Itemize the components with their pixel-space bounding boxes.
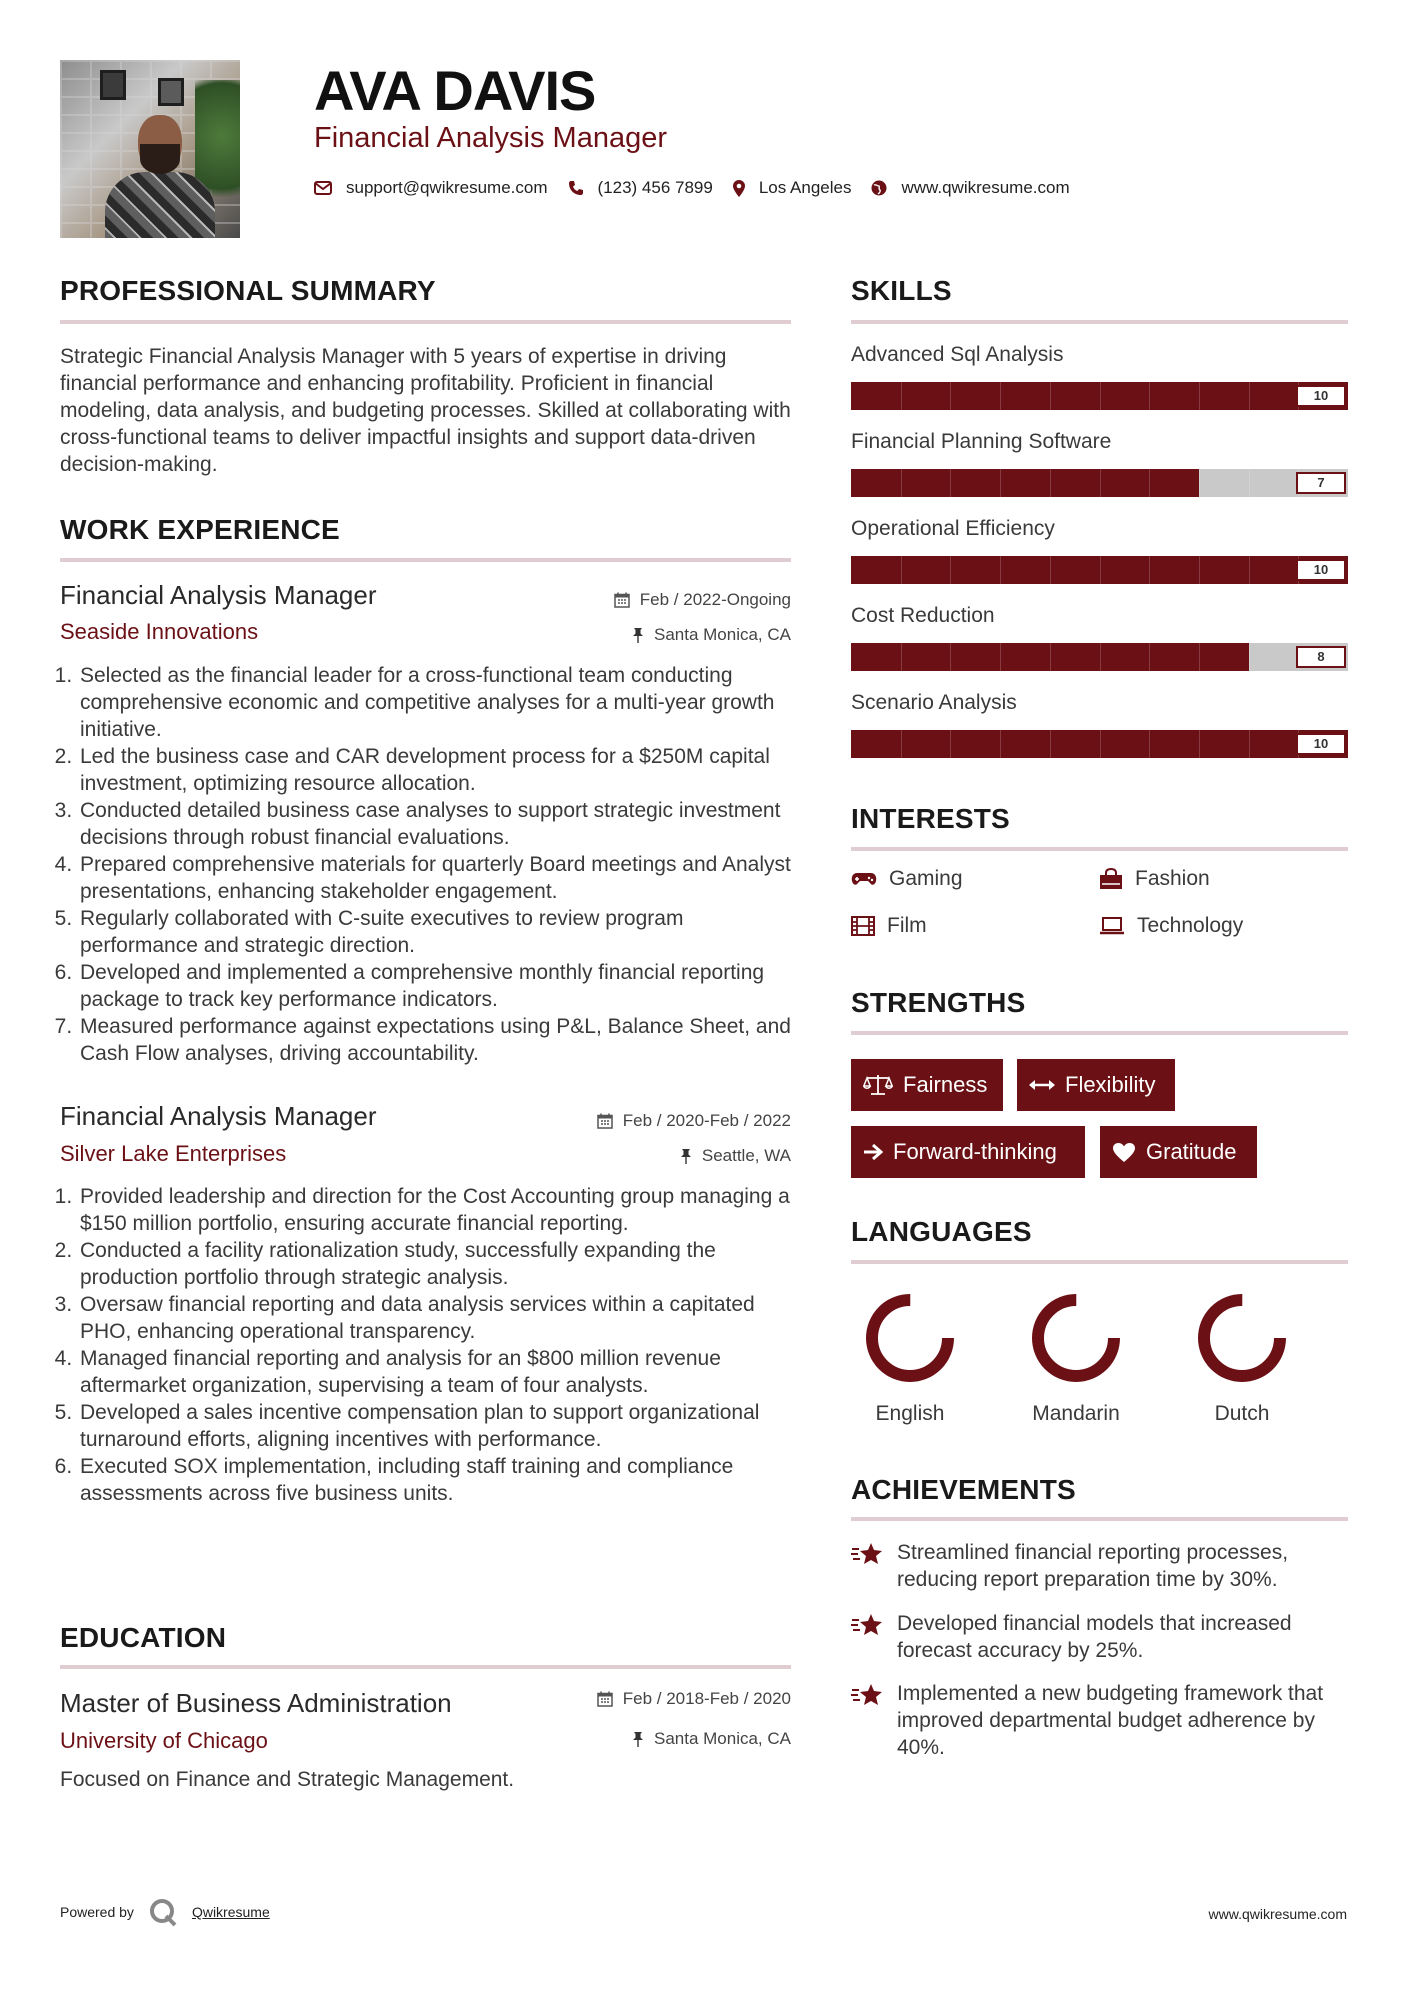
languages-rule: [851, 1260, 1348, 1264]
strengths-rule: [851, 1031, 1348, 1035]
skill-bar-divider: [950, 730, 951, 758]
interest-item: [1099, 914, 1243, 938]
pushpin-icon: [632, 1731, 644, 1747]
skill-bar-divider: [1149, 469, 1150, 497]
phone-text: (123) 456 7899: [597, 178, 713, 197]
skill-score: 10: [1296, 733, 1346, 755]
pushpin-icon: [632, 627, 644, 643]
strength-badge: [851, 1126, 1085, 1178]
strength-label: Flexibility: [1065, 1072, 1156, 1097]
interests-rule: [851, 847, 1348, 851]
skill-bar-divider: [1149, 643, 1150, 671]
achievement-text: Streamlined financial reporting processes, reducing report preparation time by 30%.: [897, 1541, 1289, 1591]
skill-bar: [851, 643, 1348, 671]
skill-bar-divider: [901, 382, 902, 410]
education-description: Focused on Finance and Strategic Management.: [60, 1768, 515, 1791]
language-item: [850, 1288, 970, 1426]
skill-bar-divider: [1249, 469, 1250, 497]
interest-item: [1099, 867, 1210, 891]
summary-heading: PROFESSIONAL SUMMARY: [60, 275, 436, 306]
star-streak-icon: [851, 1541, 885, 1567]
job-date: [597, 1111, 791, 1131]
gamepad-icon: [851, 871, 877, 887]
skill-bar-divider: [1100, 556, 1101, 584]
achievement-item: [851, 1539, 1348, 1593]
contact-email[interactable]: [314, 178, 548, 198]
skill-bar-divider: [1000, 730, 1001, 758]
interest-label: Fashion: [1135, 867, 1210, 890]
skill-bar-divider: [901, 556, 902, 584]
skill-score: 7: [1296, 472, 1346, 494]
skill-name: Operational Efficiency: [851, 517, 1055, 540]
calendar-icon: [614, 592, 630, 608]
list-item: 5. Regularly collaborated with C-suite executives to review program performance and strategic direction.: [78, 905, 794, 959]
profile-photo: [60, 60, 240, 238]
arrows-horizontal-icon: [1029, 1078, 1055, 1092]
achievement-text: Developed financial models that increased forecast accuracy by 25%.: [897, 1612, 1292, 1662]
film-icon: [851, 916, 875, 936]
language-item: [1182, 1288, 1302, 1426]
qwikresume-logo-icon: [148, 1897, 178, 1927]
experience-rule: [60, 558, 791, 562]
education-location-text: Santa Monica, CA: [653, 1729, 791, 1748]
skill-bar-divider: [1000, 382, 1001, 410]
company-name: Silver Lake Enterprises: [60, 1141, 287, 1166]
list-item: 3. Conducted detailed business case analyses to support strategic investment decisions through robust financial evaluations.: [78, 797, 794, 851]
list-item: 6. Developed and implemented a comprehensive monthly financial reporting package to track key performance indicators.: [78, 959, 794, 1013]
strength-label: Fairness: [903, 1072, 988, 1097]
interests-heading: INTERESTS: [851, 803, 1010, 834]
skill-bar-divider: [1050, 643, 1051, 671]
list-item: 2. Conducted a facility rationalization study, successfully expanding the production portfolio through strategic analysis.: [78, 1237, 794, 1291]
footer-site[interactable]: www.qwikresume.com: [1208, 1906, 1347, 1922]
laptop-icon: [1099, 917, 1125, 935]
skill-bar: [851, 556, 1348, 584]
list-item: 1. Provided leadership and direction for the Cost Accounting group managing a $150 million portfolio, ensuring accurate financial reporting.: [78, 1183, 794, 1237]
calendar-icon: [597, 1113, 613, 1129]
job-location-text: Seattle, WA: [701, 1146, 791, 1165]
interest-label: Film: [887, 914, 927, 937]
language-level-arc: [1038, 1300, 1114, 1376]
star-streak-icon: [851, 1682, 885, 1708]
job-location: [632, 625, 791, 645]
contact-location: [733, 178, 852, 198]
skill-name: Financial Planning Software: [851, 430, 1112, 453]
experience-heading: WORK EXPERIENCE: [60, 514, 340, 545]
job-date-text: Feb / 2022-Ongoing: [639, 590, 791, 609]
achievements-rule: [851, 1517, 1348, 1521]
skill-bar-fill: [851, 469, 1199, 497]
job-title: Financial Analysis Manager: [60, 580, 377, 610]
education-date: [597, 1689, 791, 1709]
education-rule: [60, 1665, 791, 1669]
skill-bar-divider: [1100, 730, 1101, 758]
skill-bar-divider: [1149, 730, 1150, 758]
skill-bar-divider: [1100, 469, 1101, 497]
skill-bar-divider: [1249, 556, 1250, 584]
language-name: English: [875, 1402, 945, 1425]
language-ring: [1026, 1288, 1126, 1388]
strength-badge: [851, 1059, 1003, 1111]
skill-bar-divider: [1199, 556, 1200, 584]
education-heading: EDUCATION: [60, 1622, 227, 1653]
skill-bar-divider: [1050, 730, 1051, 758]
job-location: [680, 1146, 791, 1166]
scale-icon: [863, 1074, 893, 1096]
company-name: Seaside Innovations: [60, 619, 259, 644]
strength-label: Gratitude: [1146, 1139, 1237, 1164]
skill-bar-divider: [1050, 382, 1051, 410]
achievement-item: [851, 1610, 1348, 1664]
language-level-arc: [1204, 1300, 1280, 1376]
achievements-heading: ACHIEVEMENTS: [851, 1474, 1076, 1505]
skill-bar-divider: [1199, 382, 1200, 410]
achievement-text: Implemented a new budgeting framework that improved departmental budget adherence by 40%.: [897, 1682, 1324, 1759]
skill-score: 10: [1296, 559, 1346, 581]
skill-score: 10: [1296, 385, 1346, 407]
skill-bar-divider: [1000, 643, 1001, 671]
skill-bar-divider: [950, 556, 951, 584]
school-name: University of Chicago: [60, 1728, 268, 1753]
contact-row: [314, 178, 1090, 198]
skill-bar-divider: [1050, 556, 1051, 584]
skill-bar-divider: [1249, 730, 1250, 758]
location-text: Los Angeles: [758, 178, 852, 197]
summary-text: Strategic Financial Analysis Manager with 5 years of expertise in driving financial performance and enhancing profitability. Proficient in financial modeling, data analysis, and budgeting processes. Skilled at collaborating with cross-functional teams to deliver impactful insights and support data-driven decision-making.: [60, 345, 791, 476]
contact-website[interactable]: [871, 178, 1069, 198]
summary-rule: [60, 320, 791, 324]
job-bullets: [60, 1183, 794, 1507]
candidate-title: Financial Analysis Manager: [314, 122, 668, 154]
skill-bar-divider: [950, 643, 951, 671]
job-bullets: [60, 662, 794, 1067]
contact-phone[interactable]: [568, 178, 713, 198]
list-item: 1. Selected as the financial leader for a cross-functional team conducting comprehensive economic and competitive analyses for a multi-year growth initiative.: [78, 662, 794, 743]
skill-bar-divider: [1100, 382, 1101, 410]
list-item: 4. Prepared comprehensive materials for quarterly Board meetings and Analyst presentations, enhancing stakeholder engagement.: [78, 851, 794, 905]
skill-bar: [851, 469, 1348, 497]
list-item: 2. Led the business case and CAR development process for a $250M capital investment, optimizing resource allocation.: [78, 743, 794, 797]
skills-rule: [851, 320, 1348, 324]
interest-label: Technology: [1137, 914, 1244, 937]
language-name: Mandarin: [1032, 1402, 1120, 1425]
skill-bar: [851, 382, 1348, 410]
envelope-icon: [314, 181, 332, 195]
list-item: 3. Oversaw financial reporting and data analysis services within a capitated PHO, enhancing operational transparency.: [78, 1291, 794, 1345]
interest-item: [851, 914, 927, 938]
qwikresume-link[interactable]: Qwikresume: [191, 1904, 270, 1920]
skill-bar-divider: [950, 382, 951, 410]
skill-bar-divider: [1050, 469, 1051, 497]
skill-name: Advanced Sql Analysis: [851, 343, 1064, 366]
footer-powered-by: [60, 1897, 270, 1927]
skill-bar-divider: [1249, 382, 1250, 410]
job-date-text: Feb / 2020-Feb / 2022: [622, 1111, 791, 1130]
skill-bar-divider: [950, 469, 951, 497]
languages-heading: LANGUAGES: [851, 1216, 1032, 1247]
map-pin-icon: [733, 180, 745, 197]
job-date: [614, 590, 791, 610]
skill-bar-divider: [901, 730, 902, 758]
skill-bar-divider: [1000, 469, 1001, 497]
skill-bar-divider: [1000, 556, 1001, 584]
skill-bar-divider: [1199, 730, 1200, 758]
skill-bar-divider: [1249, 643, 1250, 671]
language-item: [1016, 1288, 1136, 1426]
globe-icon: [871, 180, 887, 196]
shopping-bag-icon: [1099, 868, 1123, 890]
education-location: [632, 1729, 791, 1749]
heart-icon: [1112, 1142, 1136, 1163]
skill-bar: [851, 730, 1348, 758]
star-streak-icon: [851, 1612, 885, 1638]
education-date-text: Feb / 2018-Feb / 2020: [622, 1689, 791, 1708]
language-name: Dutch: [1214, 1402, 1270, 1425]
skill-bar-divider: [901, 469, 902, 497]
skill-bar-divider: [901, 643, 902, 671]
candidate-name: AVA DAVIS: [314, 59, 596, 122]
language-ring: [860, 1288, 960, 1388]
skill-bar-divider: [1100, 643, 1101, 671]
strength-badge: [1100, 1126, 1257, 1178]
strengths-heading: STRENGTHS: [851, 987, 1026, 1018]
list-item: 7. Measured performance against expectations using P&L, Balance Sheet, and Cash Flow analyses, driving accountability.: [78, 1013, 794, 1067]
skill-name: Cost Reduction: [851, 604, 995, 627]
phone-icon: [568, 180, 584, 196]
powered-by-text: Powered by: [60, 1904, 134, 1920]
interest-label: Gaming: [889, 867, 963, 890]
skill-name: Scenario Analysis: [851, 691, 1017, 714]
skill-bar-divider: [1199, 643, 1200, 671]
skill-score: 8: [1296, 646, 1346, 668]
website-text: www.qwikresume.com: [901, 178, 1070, 197]
skills-heading: SKILLS: [851, 275, 952, 306]
arrow-right-icon: [863, 1143, 883, 1161]
skill-bar-divider: [1149, 382, 1150, 410]
calendar-icon: [597, 1691, 613, 1707]
interest-item: [851, 867, 963, 891]
strength-badge: [1017, 1059, 1175, 1111]
language-ring: [1192, 1288, 1292, 1388]
list-item: 4. Managed financial reporting and analysis for an $800 million revenue aftermarket organization, supervising a team of four analysts.: [78, 1345, 794, 1399]
degree-title: Master of Business Administration: [60, 1688, 452, 1718]
strength-label: Forward-thinking: [893, 1139, 1057, 1164]
pushpin-icon: [680, 1148, 692, 1164]
job-title: Financial Analysis Manager: [60, 1101, 377, 1131]
list-item: 6. Executed SOX implementation, including staff training and compliance assessments across five business units.: [78, 1453, 794, 1507]
job-location-text: Santa Monica, CA: [653, 625, 791, 644]
skill-bar-divider: [1149, 556, 1150, 584]
language-level-arc: [872, 1300, 948, 1376]
achievement-item: [851, 1680, 1348, 1761]
skill-bar-divider: [1199, 469, 1200, 497]
list-item: 5. Developed a sales incentive compensation plan to support organizational turnaround efforts, aligning incentives with performance.: [78, 1399, 794, 1453]
email-text: support@qwikresume.com: [346, 178, 548, 197]
